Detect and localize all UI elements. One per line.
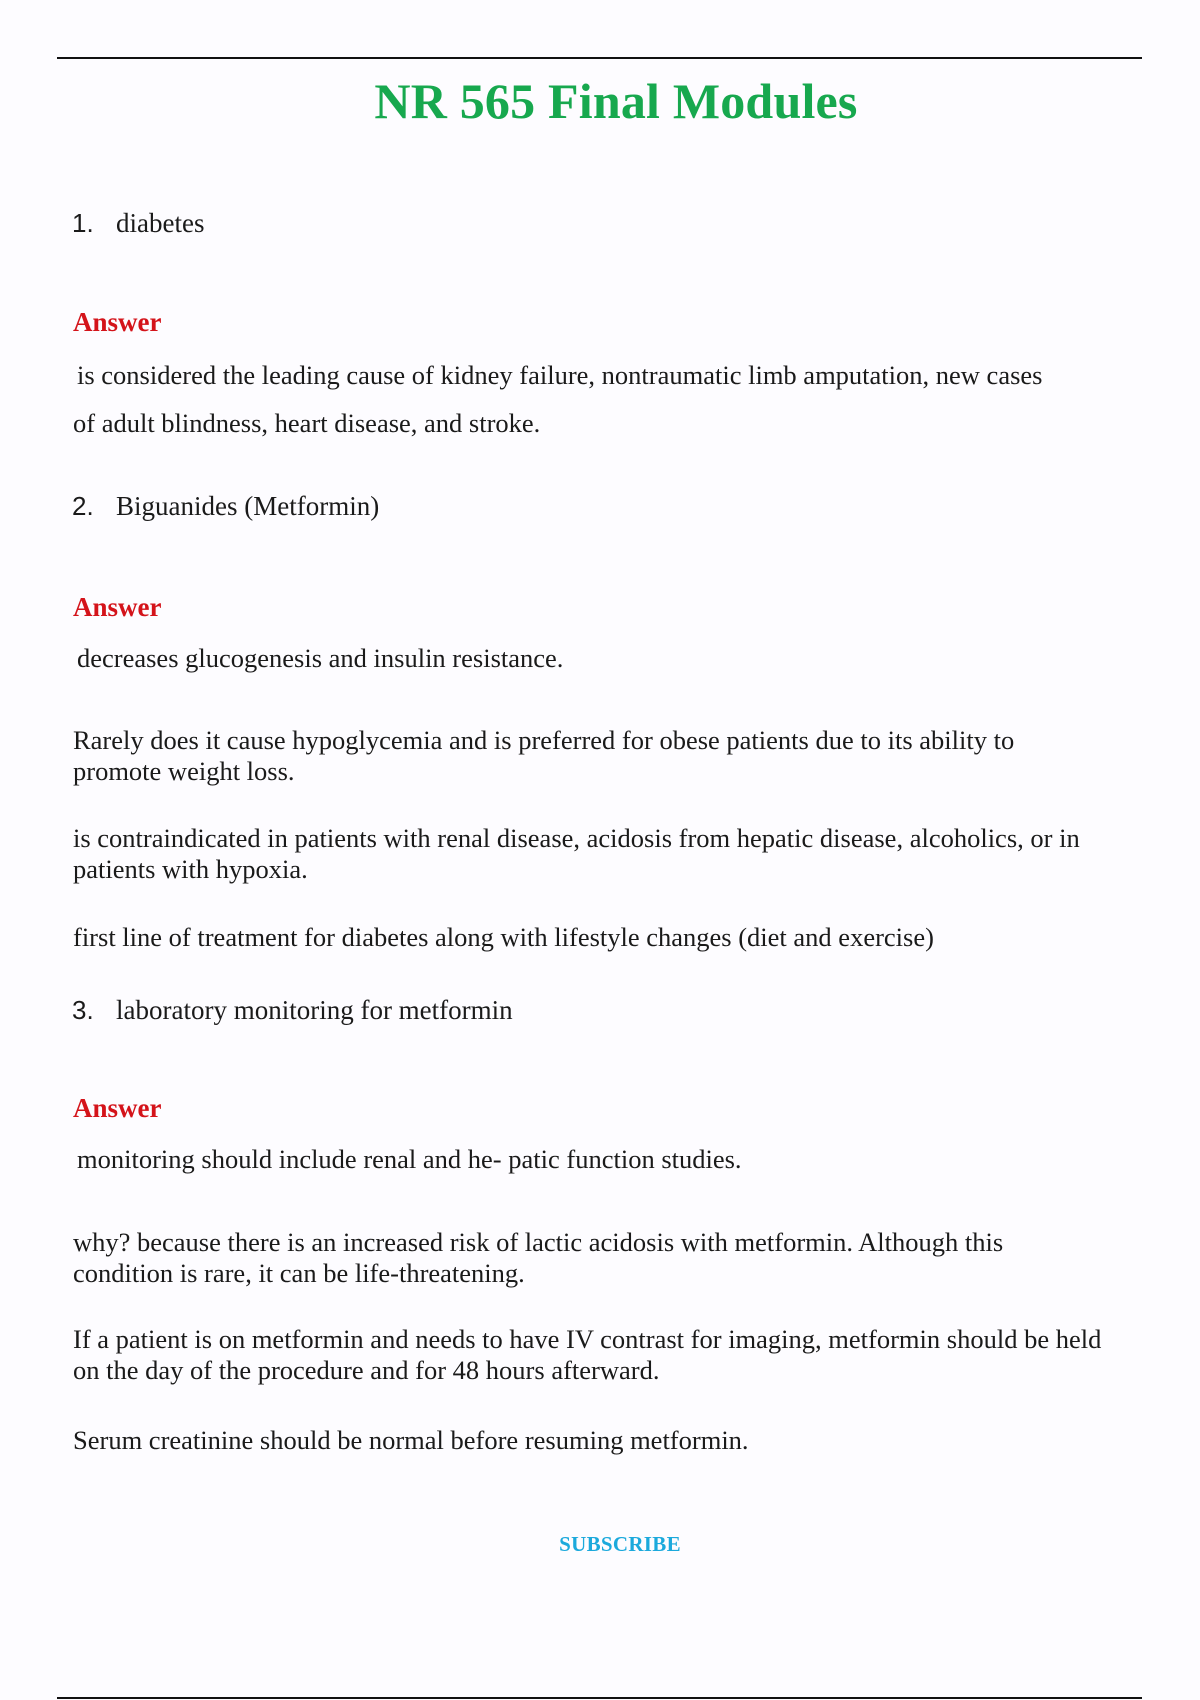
- answer-paragraph: decreases glucogenesis and insulin resistance.: [77, 643, 564, 673]
- question-3: [72, 995, 513, 1026]
- question-number: 2.: [72, 491, 94, 521]
- answer-label: Answer: [73, 1093, 162, 1123]
- question-number: 1.: [72, 208, 94, 238]
- answer-paragraph: monitoring should include renal and he- patic function studies.: [77, 1144, 742, 1174]
- answer-paragraph: Serum creatinine should be normal before resuming metformin.: [73, 1425, 749, 1455]
- answer-paragraph: is considered the leading cause of kidney failure, nontraumatic limb amputation, new cases of adult blindness, heart disease, and stroke.: [73, 360, 1043, 438]
- answer-paragraph: If a patient is on metformin and needs to have IV contrast for imaging, metformin should be held on the day of the procedure and for 48 hours afterward.: [73, 1324, 1102, 1385]
- question-number: 3.: [72, 995, 94, 1025]
- answer-paragraph: is contraindicated in patients with renal disease, acidosis from hepatic disease, alcoholics, or in patients with hypoxia.: [73, 823, 1080, 884]
- question-1: [72, 208, 204, 239]
- question-prompt: Biguanides (Metformin): [116, 491, 380, 521]
- answer-label: Answer: [73, 307, 162, 337]
- question-prompt: laboratory monitoring for metformin: [116, 995, 513, 1025]
- question-2: [72, 491, 379, 522]
- top-rule: [57, 57, 1142, 59]
- subscribe-link[interactable]: SUBSCRIBE: [559, 1532, 681, 1556]
- bottom-rule: [57, 1697, 1142, 1699]
- document-title: NR 565 Final Modules: [374, 73, 858, 129]
- answer-paragraph: why? because there is an increased risk of lactic acidosis with metformin. Although this condition is rare, it can be life-threatening.: [73, 1227, 1004, 1288]
- answer-label: Answer: [73, 592, 162, 622]
- answer-paragraph: first line of treatment for diabetes along with lifestyle changes (diet and exercise): [73, 922, 934, 952]
- answer-paragraph: Rarely does it cause hypoglycemia and is preferred for obese patients due to its ability to promote weight loss.: [73, 725, 1015, 786]
- question-prompt: diabetes: [116, 208, 205, 238]
